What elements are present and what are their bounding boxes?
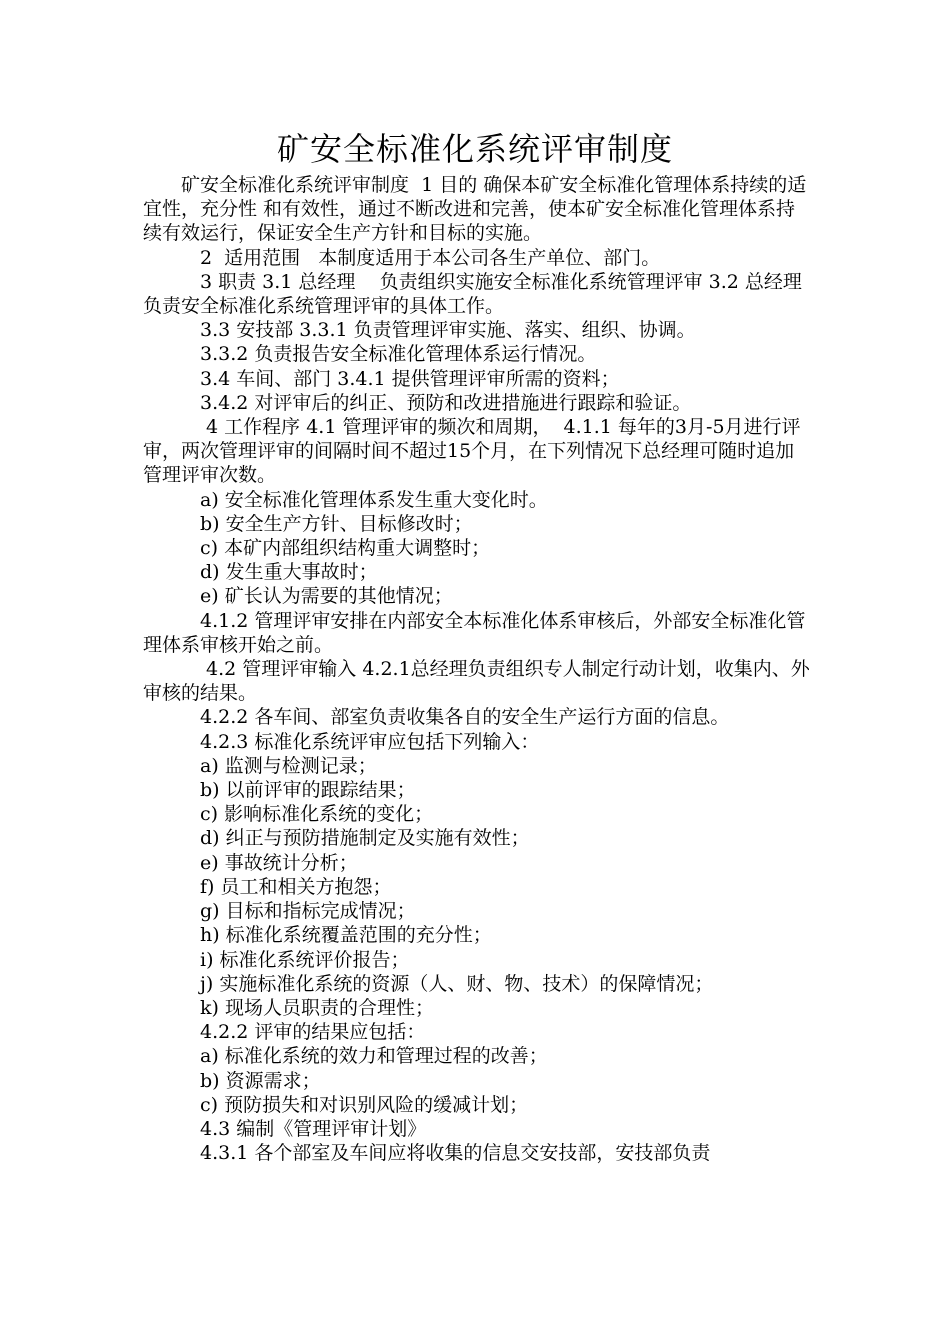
paragraph: 3.4.2 对评审后的纠正、预防和改进措施进行跟踪和验证。 — [200, 391, 692, 414]
paragraph: b) 资源需求； — [200, 1069, 321, 1092]
paragraph: 4.2.2 各车间、部室负责收集各自的安全生产运行方面的信息。 — [200, 706, 730, 729]
paragraph: j) 实施标准化系统的资源（人、财、物、技术）的保障情况； — [200, 972, 714, 995]
paragraph: 2 适用范围 本制度适用于本公司各生产单位、部门。 — [200, 246, 661, 269]
paragraph: g) 目标和指标完成情况； — [200, 900, 416, 923]
paragraph: b) 以前评审的跟踪结果； — [200, 779, 416, 802]
paragraph: b) 安全生产方针、目标修改时； — [200, 512, 473, 535]
paragraph: 3.3 安技部 3.3.1 负责管理评审实施、落实、组织、协调。 — [200, 319, 696, 342]
document-body — [143, 173, 827, 1165]
paragraph: a) 标准化系统的效力和管理过程的改善； — [200, 1045, 548, 1068]
paragraph: 4.2.3 标准化系统评审应包括下列输入： — [200, 730, 540, 753]
paragraph: a) 监测与检测记录； — [200, 754, 377, 777]
paragraph: c) 本矿内部组织结构重大调整时； — [200, 537, 491, 560]
paragraph: h) 标准化系统覆盖范围的充分性； — [200, 924, 492, 947]
paragraph: a) 安全标准化管理体系发生重大变化时。 — [200, 488, 548, 511]
paragraph: e) 矿长认为需要的其他情况； — [200, 585, 453, 608]
paragraph: 4.3 编制《管理评审计划》 — [200, 1117, 427, 1140]
paragraph: 3.4 车间、部门 3.4.1 提供管理评审所需的资料； — [200, 367, 620, 390]
paragraph: c) 影响标准化系统的变化； — [200, 803, 434, 826]
paragraph: 4.3.1 各个部室及车间应将收集的信息交安技部，安技部负责 — [200, 1142, 711, 1165]
paragraph: 3.3.2 负责报告安全标准化管理体系运行情况。 — [200, 343, 597, 366]
paragraph: d) 纠正与预防措施制定及实施有效性； — [200, 827, 530, 850]
paragraph: c) 预防损失和对识别风险的缓减计划； — [200, 1093, 529, 1116]
paragraph: 4 工作程序 4.1 管理评审的频次和周期， 4.1.1 每年的3月-5月进行评审，两次管理评审的间隔时间不超过15个月，在下列情况下总经理可随时追加管理评审次数。 — [143, 416, 801, 487]
paragraph: e) 事故统计分析； — [200, 851, 358, 874]
paragraph: 矿安全标准化系统评审制度 1 目的 确保本矿安全标准化管理体系持续的适宜性，充分性 和有效性，通过不断改进和完善，使本矿安全标准化管理体系持续有效运行，保证安全生产方针和目标的实施。 — [143, 174, 807, 245]
document-title: 矿安全标准化系统评审制度 — [276, 130, 673, 168]
paragraph: 4.1.2 管理评审安排在内部安全本标准化体系审核后，外部安全标准化管理体系审核开始之前。 — [143, 609, 806, 656]
paragraph: 4.2 管理评审输入 4.2.1总经理负责组织专人制定行动计划，收集内、外审核的结果。 — [143, 658, 810, 705]
paragraph: 4.2.2 评审的结果应包括： — [200, 1021, 426, 1044]
paragraph: k) 现场人员职责的合理性； — [200, 996, 434, 1019]
paragraph: d) 发生重大事故时； — [200, 561, 378, 584]
paragraph: f) 员工和相关方抱怨； — [200, 875, 392, 898]
paragraph: i) 标准化系统评价报告； — [200, 948, 410, 971]
paragraph: 3 职责 3.1 总经理 负责组织实施安全标准化系统管理评审 3.2 总经理 负责安全标准化系统管理评审的具体工作。 — [143, 270, 827, 318]
